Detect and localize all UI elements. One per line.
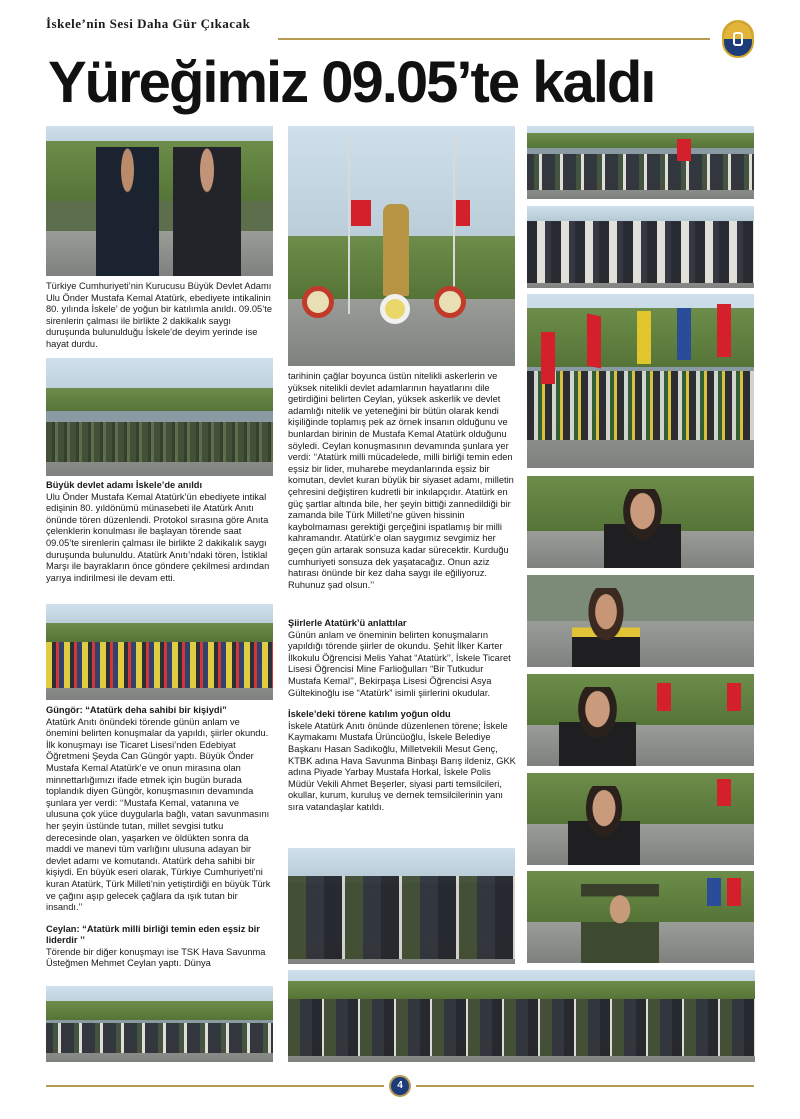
photo-wreath-ceremony bbox=[46, 126, 273, 276]
section-2-heading: Güngör: “Atatürk deha sahibi bir kişiydi” bbox=[46, 705, 227, 715]
photo-speaker-gungor bbox=[527, 476, 754, 568]
photo-soldiers-lineup bbox=[46, 358, 273, 476]
photo-officials-standing bbox=[527, 206, 754, 288]
municipality-crest-icon bbox=[722, 20, 754, 58]
section-2-body: Atatürk Anıtı önündeki törende günün anlam ve önemini belirten konuşmalar da yapıldı, şiirler okundu. İlk konuşmayı ise Ticaret Lisesi’nden Edebiyat Öğretmeni Şeyda Can Güngör yaptı. Büyük Önder Mustafa Kemal Atatürk’e ve onun mirasına olan minnettarlığımızı ifade etmek için bugün burada toplandık diyen Güngör, konuşmasının devamında şunlara yer verdi: ‘‘Mustafa Kemal, vatanına ve ulusuna çok yüce duygularla bağlı, vatan savunmasını her şeyin üstünde tutan, millet sevgisi tutku derecesinde olan, yaşarken ve öldükten sonra da maddi ve manevi tüm varlığını ulusuna adayan bir devlet adamı ve komutandı. Atatürk deha sahibi bir kişiydi. En büyük eseri olarak, Türkiye Cumhuriyeti’ni kuran Atatürk, Türk Milleti’nin yetiştirdiği en büyük Türk ve çağını aşıp gelecek çağlara da ışık tutan bir insandı.’’ bbox=[46, 716, 271, 913]
page-headline: Yüreğimiz 09.05’te kaldı bbox=[48, 50, 655, 115]
photo-guard-of-honor bbox=[527, 126, 754, 199]
footer-rule-right bbox=[416, 1085, 754, 1087]
intro-paragraph: Türkiye Cumhuriyeti’nin Kurucusu Büyük Devlet Adamı Ulu Önder Mustafa Kemal Atatürk, ebediyete intikalinin 80. yılında İskele’ de yoğun bir katılımla anıldı. 09.05’te sirenlerin çalması ile birlikte 2 dakikalık saygı duruşunda bulunulduğu İskele’de deyim yerinde ise hayat durdu. bbox=[46, 281, 273, 349]
article-section-4 bbox=[288, 618, 516, 814]
section-5-heading: İskele’deki törene katılım yoğun oldu bbox=[288, 709, 451, 720]
page-number: 4 bbox=[389, 1075, 411, 1097]
photo-ataturk-monument bbox=[288, 126, 515, 366]
photo-student-reciting-3 bbox=[527, 773, 754, 865]
article-section-2 bbox=[46, 705, 274, 970]
photo-officials-lineup bbox=[288, 970, 755, 1062]
footer-rule-left bbox=[46, 1085, 384, 1087]
section-4-heading: Şiirlerle Atatürk’ü anlattılar bbox=[288, 618, 407, 628]
article-section-1 bbox=[46, 480, 274, 584]
section-3-heading: Ceylan: “Atatürk milli birliği temin eden eşsiz bir liderdir ’’ bbox=[46, 923, 260, 946]
section-3-continued: tarihinin çağlar boyunca üstün nitelikli askerlerin ve yüksek nitelikli devlet adamlarının hayatlarını dile getirdiğini belirten Ceylan, yüksek askerlik ve devlet adamlığı nitelik ve yeteneğini bir bütün olarak kendi kişiliğinde toplamış pek az örnek insanın olduğunu ve bunlardan birinin de Mustafa Kemal Atatürk olduğunu söyledi. Ceylan konuşmasının devamında şunlara yer verdi: ‘‘Atatürk milli mücadelede, milli birliği temin eden eşsiz bir lider, muharebe meydanlarında eşsiz bir komutan, devlet kuran büyük bir siyaset adamı, milletin çehresini değiştiren kudretli bir inkılapçıdır. Atatürk en güç şartlar altında bile, her şeyin bittiği zannedildiği bir zamanda bile Türk Milleti’ne güven hissinin kaybolmaması gerektiği gerçeğini ispatlamış bir milli kahramandır. Atatürk’e olan saygımız sevgimiz her geçen gün artarak sonsuza kadar sürecektir. Kurduğu cumhuriyeti sonsuza dek yaşatacağız. Onun aziz hatırası önünde bir kez daha saygı ile eğiliyoruz. Ruhunuz şad olsun.’’ bbox=[288, 371, 514, 590]
photo-student-reciting-2 bbox=[527, 674, 754, 766]
section-tagline: İskele’nin Sesi Daha Gür Çıkacak bbox=[46, 16, 251, 31]
photo-citizens-crowd bbox=[46, 986, 273, 1062]
header-rule bbox=[278, 38, 710, 40]
photo-officials-salute bbox=[288, 848, 515, 964]
photo-officer-ceylan bbox=[527, 871, 754, 963]
section-5-body: İskele Atatürk Anıtı önünde düzenlenen törene; İskele Kaymakamı Mustafa Ürüncüoğlu, İskele Belediye Başkanı Hasan Sadıkoğlu, Milletvekili Mesut Genç, KTBK adına Hava Savunma Binbaşı Barış ildeniz, GKK adına Piyade Yarbay Mustafa Horkal, İskele Polis Müdür Vekili Ahmet Beşerler, siyasi parti temsilcileri, okullar, kurum, kuruluş ve dernek temsilcilerinin yanı sıra vatandaşlar katıldı. bbox=[288, 720, 516, 812]
photo-flag-bearers bbox=[527, 294, 754, 468]
photo-student-reciting-1 bbox=[527, 575, 754, 667]
section-1-body: Ulu Önder Mustafa Kemal Atatürk’ün ebediyete intikal edişinin 80. yıldönümü münasebeti ile Atatürk Anıtı önünde tören düzenlendi. Protokol sırasına göre Anıta çelenklerin konulması ile başlayan törende saat 09.05’te sirenlerin çalması ile birlikte 2 dakikalık saygı duruşunda bulunuldu. Atatürk Anıtı’ndaki tören, İstiklal Marşı ile bayrakların önce göndere çekilmesi ardından yarıya indirilmesi ile devam etti. bbox=[46, 491, 270, 583]
section-1-heading: Büyük devlet adamı İskele’de anıldı bbox=[46, 480, 203, 490]
section-3-body: Törende bir diğer konuşmayı ise TSK Hava Savunma Üsteğmen Mehmet Ceylan yaptı. Dünya bbox=[46, 946, 266, 969]
photo-students-crowd bbox=[46, 604, 273, 700]
section-4-body: Günün anlam ve öneminin belirten konuşmaların yapıldığı törende şiirler de okundu. Şehit İlker Karter İlkokulu Öğrencisi Melis Yahat “Atatürk’’, İskele Ticaret Lisesi Öğrencisi Mine Farlioğulları “Bir Tutkudur Mustafa Kemal’’, Bekirpaşa Lisesi Öğrencisi Asya Gültekinoğlu ise “Atatürk” isimli şiirlerini okudular. bbox=[288, 629, 511, 698]
